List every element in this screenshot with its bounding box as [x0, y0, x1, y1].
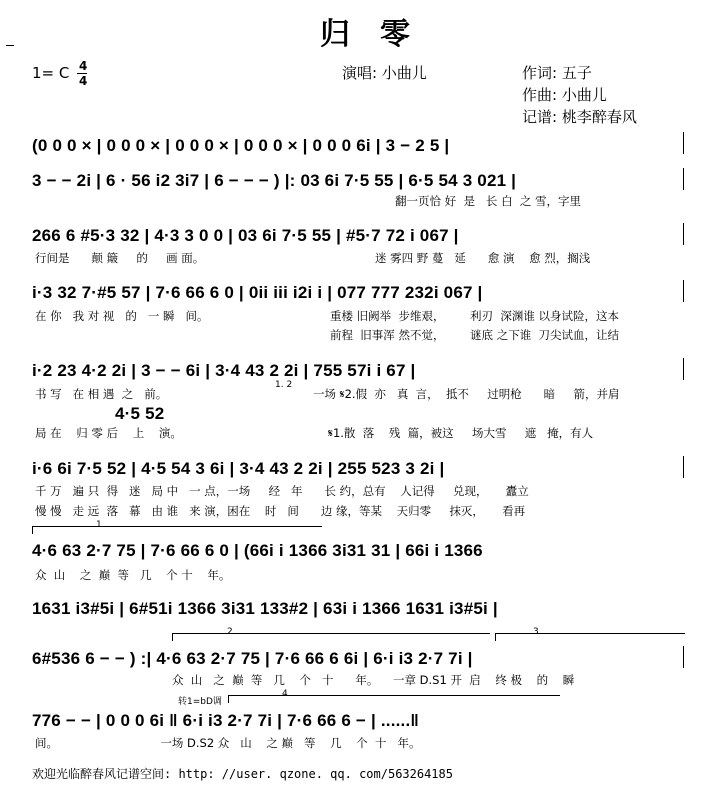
- lyric-line: 𝄋1.散 落 残 篇，被这 场大雪 遮 掩，有人: [328, 426, 594, 440]
- lyric-line: 众 山 之 巅 等 几 个 十 年。 一章 D.S1 开 启 终 极 的 瞬: [172, 673, 575, 687]
- margin-mark: [6, 45, 14, 46]
- score-row-11: 776 − − | 0 0 0 6i ‖ 6·i i3 2·7 7i | 7·6 66 6 − | ......‖: [32, 711, 420, 730]
- volta-label: 3: [533, 627, 539, 637]
- lyric-line: 翻一页恰 好 是 长 白 之 雪，字里: [395, 194, 582, 208]
- score-row-6: 4·5 52: [115, 404, 165, 423]
- volta-tick: [172, 633, 173, 641]
- volta-bracket: [32, 526, 322, 527]
- volta-label: 1: [96, 520, 102, 530]
- composer-credit: 作曲: 小曲儿: [522, 86, 607, 104]
- volta-tick: [32, 526, 33, 534]
- lyricist-credit: 作词: 五子: [522, 64, 592, 82]
- lyric-line: 前程 旧事浑 然不觉， 谜底 之下谁 刀尖试血，让结: [330, 328, 620, 342]
- right-barline: [683, 132, 684, 154]
- volta-bracket: [495, 633, 685, 634]
- score-row-8: 4·6 63 2·7 75 | 7·6 66 6 0 | (66i i 1366 3i31 31 | 66i i 1366: [32, 541, 483, 560]
- volta-tick: [228, 695, 229, 703]
- time-signature-bottom: 4: [79, 74, 88, 88]
- right-barline: [683, 168, 684, 190]
- lyric-line: 局 在 归 零 后 上 演。: [35, 426, 182, 440]
- score-row-2: 3 − − 2i | 6 · 56 i2 3i7 | 6 − − − ) |: 03 6i 7·5 55 | 6·5 54 3 021 |: [32, 171, 517, 190]
- lyric-line: 慢 慢 走 远 落 幕 由 谁 来 演，困在 时 间 边 缘，等某 天归零 抹灭， 看再: [35, 504, 526, 518]
- right-barline: [683, 456, 684, 478]
- lyric-line: 间。 一场 D.S2 众 山 之 巅 等 几 个 十 年。: [35, 736, 421, 750]
- key-signature: 1= C: [32, 64, 70, 82]
- volta-label: 4: [282, 689, 288, 699]
- lyric-line: 行间是 颠 簸 的 画 面。: [35, 251, 205, 265]
- volta-bracket: [172, 633, 490, 634]
- right-barline: [683, 280, 684, 302]
- right-barline: [683, 223, 684, 245]
- volta-label: 2: [227, 627, 233, 637]
- score-row-3: 266 6 #5·3 32 | 4·3 3 0 0 | 03 6i 7·5 55 | #5·7 72 i 067 |: [32, 226, 459, 245]
- score-row-7: i·6 6i 7·5 52 | 4·5 54 3 6i | 3·4 43 2 2i | 255 523 3 2i |: [32, 459, 445, 478]
- key-change-label: 转1=bD调: [178, 697, 222, 707]
- lyric-line: 一场 𝄋2.假 亦 真 言， 抵不 过明枪 暗 箭，并肩: [313, 387, 620, 401]
- lyric-line: 在 你 我 对 视 的 一 瞬 间。: [35, 309, 209, 323]
- transcriber-credit: 记谱: 桃李醉春风: [522, 108, 637, 126]
- time-signature-top: 4: [79, 59, 88, 73]
- lyric-line: 迷 雾四 野 蔓 延 愈 演 愈 烈，搁浅: [375, 251, 591, 265]
- singer-credit: 演唱: 小曲儿: [342, 64, 427, 82]
- score-row-1: (0 0 0 × | 0 0 0 × | 0 0 0 × | 0 0 0 × | 0 0 0 6i | 3 − 2 5 |: [32, 136, 450, 155]
- right-barline: [683, 646, 684, 668]
- score-row-9: 1631 i3#5i | 6#51i 1366 3i31 133#2 | 63i i 1366 1631 i3#5i |: [32, 599, 498, 618]
- score-row-5: i·2 23 4·2 2i | 3 − − 6i | 3·4 43 2 2i | 755 57i i 67 |: [32, 361, 416, 380]
- right-barline: [683, 358, 684, 380]
- score-row-4: i·3 32 7·#5 57 | 7·6 66 6 0 | 0ii iii i2i i | 077 777 232i 067 |: [32, 283, 483, 302]
- lyric-line: 众 山 之 巅 等 几 个 十 年。: [35, 568, 231, 582]
- volta-tick: [495, 633, 496, 641]
- page-title: 归 零: [320, 17, 410, 52]
- volta-label: 1. 2: [275, 380, 293, 390]
- score-row-10: 6#536 6 − − ) :| 4·6 63 2·7 75 | 7·6 66 6 6i | 6·i i3 2·7 7i |: [32, 649, 473, 668]
- volta-bracket: [228, 695, 560, 696]
- lyric-line: 千 万 遍 只 得 迷 局 中 一 点，一场 经 年 长 约，总有 人记得 兑现， 蠹立: [35, 484, 529, 498]
- lyric-line: 重楼 旧阙举 步维艰， 利刃 深渊谁 以身试险，这本: [330, 309, 620, 323]
- lyric-line: 书 写 在 相 遇 之 前。: [35, 387, 168, 401]
- footer-note: 欢迎光临醉春风记谱空间: http: //user. qzone. qq. com/563264185: [32, 767, 453, 781]
